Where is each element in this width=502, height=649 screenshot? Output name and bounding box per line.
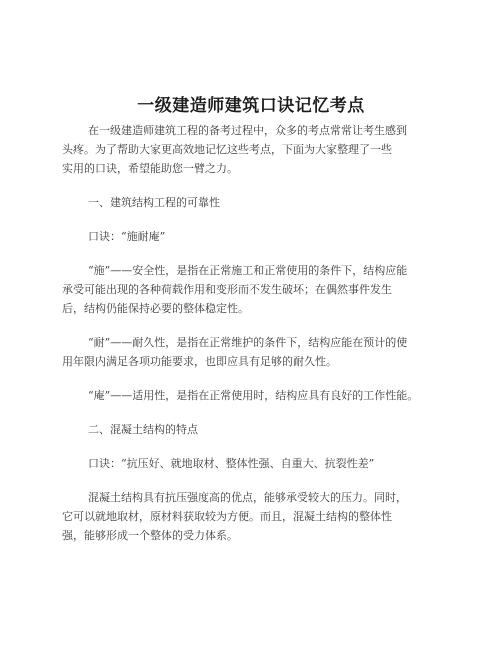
shi-line-2: 承受可能出现的各种荷载作用和变形而不发生破坏；在偶然事件发生 — [62, 283, 392, 296]
section2-line-2: 它可以就地取材，原材料获取较为方便。而且，混凝土结构的整体性 — [62, 510, 392, 523]
an-line-1: “庵”——适用性，是指在正常使用时，结构应具有良好的工作性能。 — [88, 389, 419, 402]
section2-line-3: 强，能够形成一个整体的受力体系。 — [62, 529, 238, 542]
intro-line-1: 在一级建造师建筑工程的备考过程中，众多的考点常常让考生感到 — [88, 124, 407, 137]
section2-line-1: 混凝土结构具有抗压强度高的优点，能够承受较大的压力。同时， — [88, 491, 407, 504]
shi-line-3: 后，结构仍能保持必要的整体稳定性。 — [62, 302, 249, 315]
document-title: 一级建造师建筑口诀记忆考点 — [137, 96, 365, 116]
intro-line-2: 头疼。为了帮助大家更高效地记忆这些考点，下面为大家整理了一些 — [62, 143, 392, 156]
section1-mnemonic: 口诀：“施耐庵” — [88, 230, 166, 243]
nai-line-1: “耐”——耐久性，是指在正常维护的条件下，结构应能在预计的使 — [88, 336, 408, 349]
section2-heading: 二、混凝土结构的特点 — [88, 423, 198, 436]
intro-line-3: 实用的口诀，希望能助您一臂之力。 — [62, 162, 238, 175]
nai-line-2: 用年限内满足各项功能要求，也即应具有足够的耐久性。 — [62, 355, 337, 368]
shi-line-1: “施”——安全性，是指在正常施工和正常使用的条件下，结构应能 — [88, 264, 408, 277]
section2-mnemonic: 口诀：“抗压好、就地取材、整体性强、自重大、抗裂性差” — [88, 457, 375, 470]
section1-heading: 一、建筑结构工程的可靠性 — [88, 196, 220, 209]
